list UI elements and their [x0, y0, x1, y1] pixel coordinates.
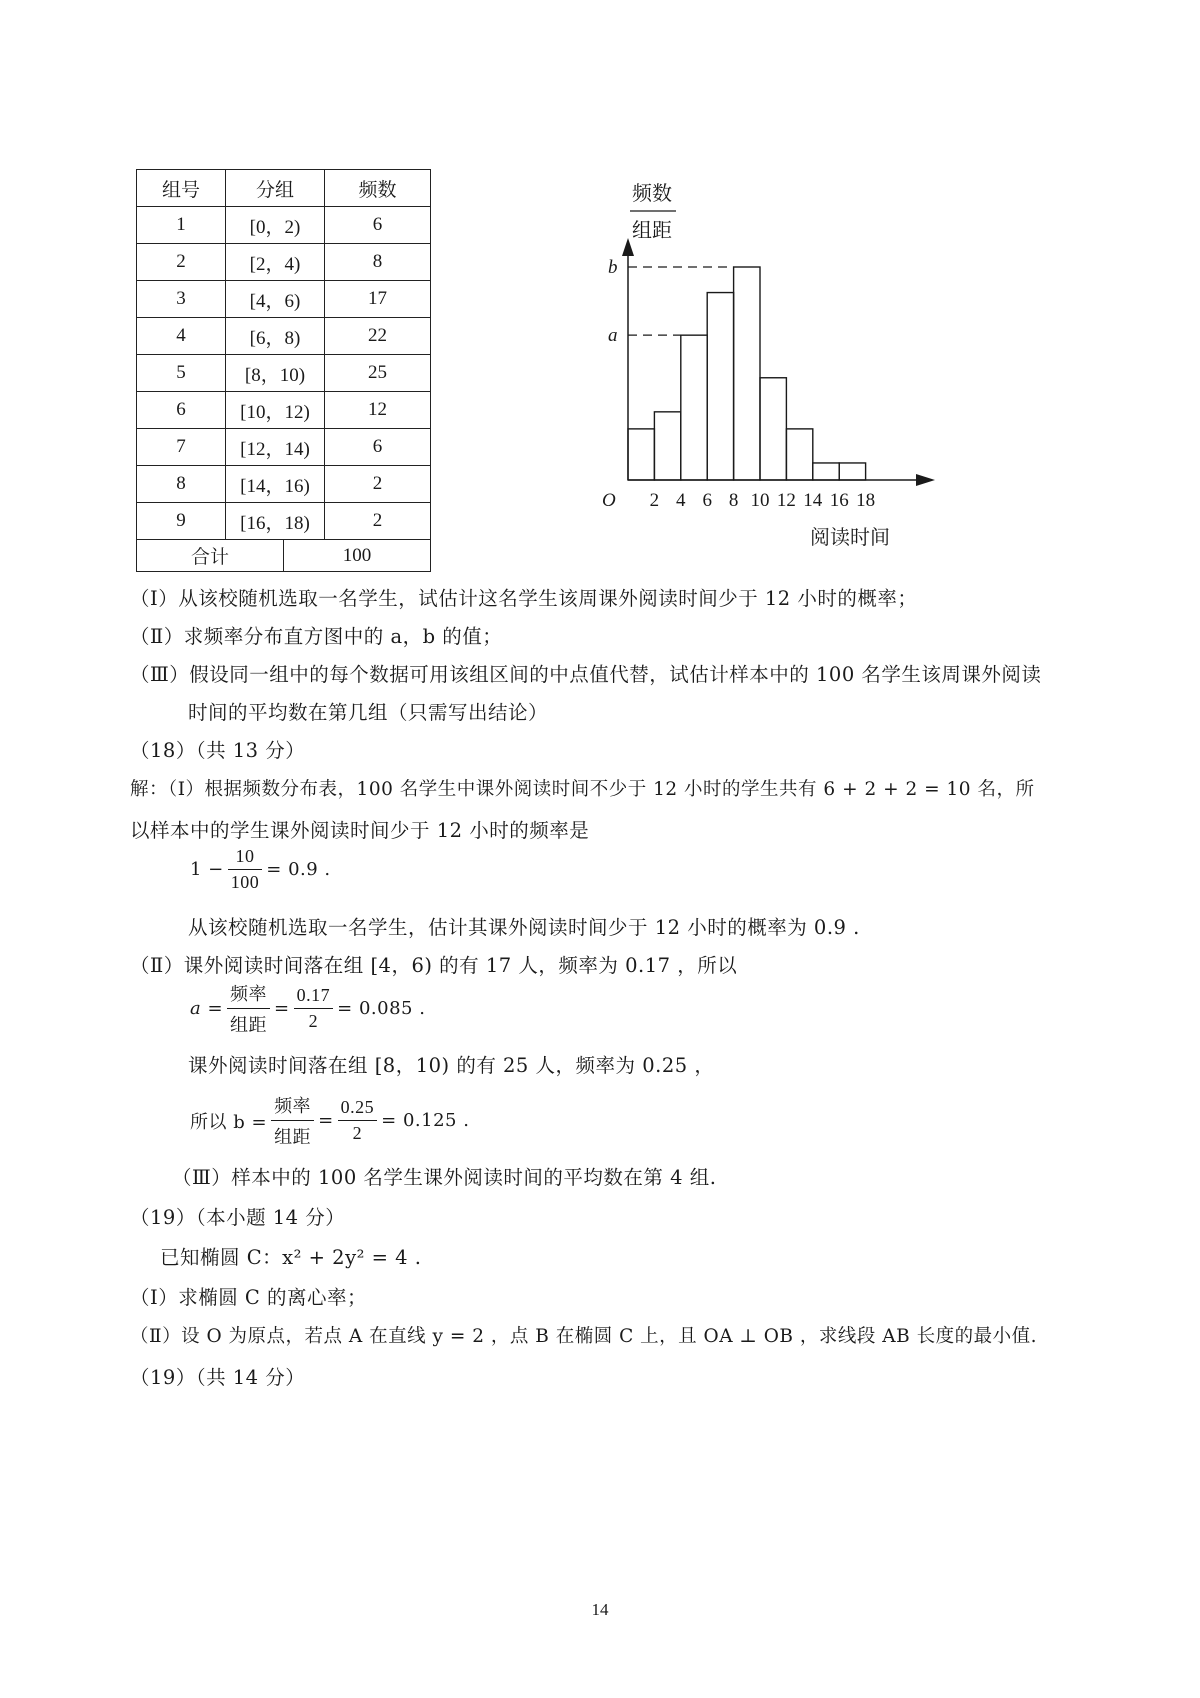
page-number: 14: [591, 1600, 609, 1619]
histogram-bar: [681, 335, 707, 480]
table-cell: 6: [137, 392, 226, 429]
x-axis-arrow: [916, 474, 935, 486]
table-cell: [4，6): [226, 281, 325, 318]
table-cell: [12，14): [226, 429, 325, 466]
question-3-line-2: 时间的平均数在第几组（只需写出结论）: [188, 701, 549, 724]
eq2-numerator-2: 0.17: [294, 985, 334, 1009]
table-cell: 9: [137, 503, 226, 540]
solution-18-line-1: 解：（Ⅰ）根据频数分布表，100 名学生中课外阅读时间不少于 12 小时的学生共有 6 + 2 + 2 = 10 名，所: [130, 779, 1035, 800]
equation-1: [190, 846, 331, 893]
eq2-fraction-2: [294, 985, 334, 1032]
x-tick-label: 10: [750, 490, 770, 511]
table-cell: 25: [325, 355, 431, 392]
histogram-bars: [628, 267, 866, 480]
table-cell: 2: [325, 503, 431, 540]
table-cell: 12: [325, 392, 431, 429]
table-cell: 8: [137, 466, 226, 503]
eq1-fraction: [228, 846, 263, 893]
histogram-bar: [786, 429, 812, 480]
eq3-fraction-1: [271, 1092, 314, 1149]
table-cell: 22: [325, 318, 431, 355]
ylabel-denominator: 组距: [632, 218, 672, 242]
histogram-bar: [628, 429, 654, 480]
table-cell: 1: [137, 207, 226, 244]
table-cell: 8: [325, 244, 431, 281]
table-row: [137, 244, 431, 281]
x-tick-label: 16: [829, 490, 849, 511]
eq2-prefix: a =: [190, 998, 224, 1019]
solution-19-header: （19）（共 14 分）: [130, 1366, 306, 1389]
table-cell: 17: [325, 281, 431, 318]
total-value: 100: [342, 544, 372, 566]
x-tick-label: 18: [856, 490, 876, 511]
histogram-bar: [813, 463, 839, 480]
solution-18-line-3: 从该校随机选取一名学生，估计其课外阅读时间少于 12 小时的概率为 0.9 .: [188, 916, 860, 939]
histogram-bar: [654, 412, 680, 480]
xlabel: 阅读时间: [810, 525, 890, 549]
problem-19-question-1: （Ⅰ）求椭圆 C 的离心率；: [130, 1286, 368, 1309]
problem-19-given: 已知椭圆 C：x² + 2y² = 4 .: [160, 1246, 422, 1269]
table-cell: 6: [325, 429, 431, 466]
header-cell: 分组: [226, 170, 325, 207]
question-2: （Ⅱ）求频率分布直方图中的 a，b 的值；: [130, 625, 503, 648]
table-cell: 4: [137, 318, 226, 355]
header-cell: 频数: [325, 170, 431, 207]
x-tick-label: 8: [728, 490, 739, 511]
table-cell: [14，16): [226, 466, 325, 503]
eq3-numerator-1: 频率: [271, 1092, 314, 1121]
table-row: [137, 318, 431, 355]
table-cell: 6: [325, 207, 431, 244]
table-cell: 5: [137, 355, 226, 392]
table-cell: [0，2): [226, 207, 325, 244]
eq2-denominator-1: 组距: [230, 1015, 268, 1035]
eq3-fraction-2: [338, 1097, 378, 1144]
total-label: 合计: [137, 540, 284, 571]
table-cell: 2: [137, 244, 226, 281]
table-cell: [2，4): [226, 244, 325, 281]
eq1-prefix: 1 −: [190, 859, 224, 880]
table-cell: [6，8): [226, 318, 325, 355]
table-row: [137, 355, 431, 392]
solution-18-line-5: 课外阅读时间落在组 [8，10) 的有 25 人，频率为 0.25 ，: [188, 1054, 715, 1077]
eq3-numerator-2: 0.25: [338, 1097, 378, 1121]
solution-18-header: （18）（共 13 分）: [130, 739, 306, 762]
origin-label: O: [602, 490, 616, 511]
table-cell: [8，10): [226, 355, 325, 392]
x-tick-label: 6: [702, 490, 712, 511]
table-cell: 3: [137, 281, 226, 318]
table-cell: 2: [325, 466, 431, 503]
x-tick-labels: [650, 490, 875, 511]
table-header-row: [137, 170, 431, 207]
table-row: [137, 429, 431, 466]
equation-3: [190, 1092, 469, 1149]
eq3-result: = 0.125 .: [381, 1110, 470, 1131]
problem-19-question-2: （Ⅱ）设 O 为原点，若点 A 在直线 y = 2 ，点 B 在椭圆 C 上，且 OA ⊥ OB ，求线段 AB 长度的最小值.: [130, 1326, 1037, 1347]
eq1-numerator: 10: [228, 846, 263, 870]
total-cell-wrapper: [137, 540, 431, 572]
b-label: b: [608, 257, 618, 278]
a-label: a: [608, 325, 618, 347]
table-cell: 7: [137, 429, 226, 466]
solution-18-line-2: 以样本中的学生课外阅读时间少于 12 小时的频率是: [130, 819, 590, 842]
header-cell: 组号: [137, 170, 226, 207]
solution-18-line-4: （Ⅱ）课外阅读时间落在组 [4，6) 的有 17 人，频率为 0.17 ，所以: [130, 954, 738, 977]
eq1-denominator: 100: [230, 872, 260, 892]
table-row: [137, 281, 431, 318]
histogram-bar: [707, 293, 733, 480]
histogram-bar: [839, 463, 865, 480]
frequency-histogram: [590, 170, 950, 550]
table-total-row: [137, 540, 431, 572]
question-1: （Ⅰ）从该校随机选取一名学生，试估计这名学生该周课外阅读时间少于 12 小时的概率；: [130, 587, 918, 610]
x-tick-label: 2: [649, 490, 660, 511]
equation-2: [190, 980, 425, 1037]
eq2-fraction-1: [227, 980, 270, 1037]
table-cell: [10，12): [226, 392, 325, 429]
eq2-denominator-2: 2: [308, 1011, 319, 1031]
problem-19-header: （19）（本小题 14 分）: [130, 1206, 346, 1229]
eq3-denominator-2: 2: [352, 1123, 363, 1143]
table-row: [137, 503, 431, 540]
x-tick-label: 14: [803, 490, 823, 511]
table-row: [137, 392, 431, 429]
eq1-result: = 0.9 .: [266, 859, 331, 880]
table-row: [137, 466, 431, 503]
solution-18-line-6: （Ⅲ）样本中的 100 名学生课外阅读时间的平均数在第 4 组.: [172, 1166, 717, 1189]
eq2-numerator-1: 频率: [227, 980, 270, 1009]
eq3-equals: =: [318, 1110, 334, 1131]
table-row: [137, 207, 431, 244]
eq2-equals: =: [274, 998, 290, 1019]
x-tick-label: 12: [776, 490, 796, 511]
ylabel-numerator: 频数: [632, 181, 672, 205]
table-cell: [16，18): [226, 503, 325, 540]
eq3-prefix: 所以 b =: [190, 1111, 268, 1133]
eq3-denominator-1: 组距: [274, 1127, 312, 1147]
question-3-line-1: （Ⅲ）假设同一组中的每个数据可用该组区间的中点值代替，试估计样本中的 100 名学生该周课外阅读: [130, 663, 1042, 686]
histogram-bar: [734, 267, 760, 480]
x-tick-label: 4: [676, 490, 686, 511]
eq2-result: = 0.085 .: [337, 998, 426, 1019]
histogram-bar: [760, 378, 786, 480]
frequency-table: [136, 169, 431, 572]
